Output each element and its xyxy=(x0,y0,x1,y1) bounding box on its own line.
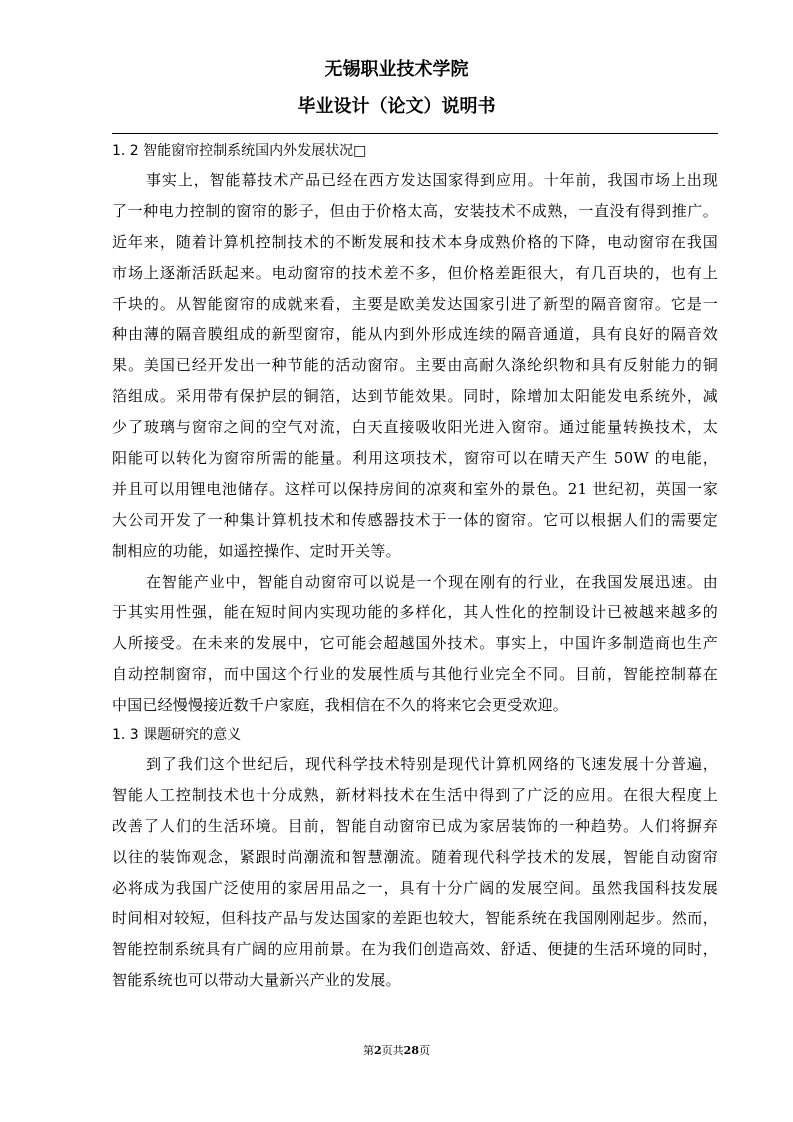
paragraph xyxy=(112,567,718,721)
text-line: 种由薄的隔音膜组成的新型窗帘，能从内到外形成连续的隔音通道，具有良好的隔音效 xyxy=(112,325,718,344)
text-line: 近年来，随着计算机控制技术的不断发展和技术本身成熟价格的下降，电动窗帘在我国 xyxy=(112,232,718,251)
text-line: 少了玻璃与窗帘之间的空气对流，白天直接吸收阳光进入窗帘。通过能量转换技术，太 xyxy=(112,418,718,437)
text-line: 箔组成。采用带有保护层的铜箔，达到节能效果。同时，除增加太阳能发电系统外，减 xyxy=(112,387,718,406)
text-line: 制相应的功能，如遥控操作、定时开关等。 xyxy=(112,541,401,560)
text-line: 了一种电力控制的窗帘的影子，但由于价格太高，安装技术不成熟，一直没有得到推广。 xyxy=(112,201,718,220)
text-line: 必将成为我国广泛使用的家居用品之一，具有十分广阔的发展空间。虽然我国科技发展 xyxy=(112,878,718,897)
text-line: 果。美国已经开发出一种节能的活动窗帘。主要由高耐久涤纶织物和具有反射能力的铜 xyxy=(112,356,718,375)
text-line: 市场上逐渐活跃起来。电动窗帘的技术差不多，但价格差距很大，有几百块的，也有上 xyxy=(112,263,718,282)
document-title: 毕业设计（论文）说明书 xyxy=(297,96,496,117)
text-line: 事实上，智能幕技术产品已经在西方发达国家得到应用。十年前，我国市场上出现 xyxy=(146,171,718,189)
text-line: 智能控制系统具有广阔的应用前景。在为我们创造高效、舒适、便捷的生活环境的同时， xyxy=(112,940,718,959)
main-content xyxy=(112,137,718,996)
text-line: 自动控制窗帘，而中国这个行业的发展性质与其他行业完全不同。目前，智能控制幕在 xyxy=(112,665,718,684)
total-page-count: 28 xyxy=(403,1044,419,1057)
footer-suffix: 页 xyxy=(418,1044,430,1057)
footer-prefix: 第 xyxy=(363,1044,375,1057)
paragraph xyxy=(112,749,718,996)
header-divider xyxy=(112,133,718,134)
text-line: 人所接受。在未来的发展中，它可能会超越国外技术。事实上，中国许多制造商也生产 xyxy=(112,634,718,653)
paragraph xyxy=(112,165,718,567)
section-heading-1-2: 1. 2 智能窗帘控制系统国内外发展状况□ xyxy=(112,143,367,159)
page-footer xyxy=(0,1043,793,1059)
text-line: 大公司开发了一种集计算机技术和传感器技术于一体的窗帘。它可以根据人们的需要定 xyxy=(112,510,718,529)
text-line: 时间相对较短，但科技产品与发达国家的差距也较大，智能系统在我国刚刚起步。然而， xyxy=(112,909,718,928)
text-line: 并且可以用锂电池储存。这样可以保持房间的凉爽和室外的景色。21 世纪初，英国一家 xyxy=(112,479,718,498)
footer-middle: 页共 xyxy=(381,1044,404,1057)
text-line: 于其实用性强，能在短时间内实现功能的多样化，其人性化的控制设计已被越来越多的 xyxy=(112,603,718,622)
text-line: 以往的装饰观念，紧跟时尚潮流和智慧潮流。随着现代科学技术的发展，智能自动窗帘 xyxy=(112,847,718,866)
text-line: 中国已经慢慢接近数千户家庭，我相信在不久的将来它会更受欢迎。 xyxy=(112,696,569,715)
text-line: 智能人工控制技术也十分成熟，新材料技术在生活中得到了广泛的应用。在很大程度上 xyxy=(112,785,718,804)
text-line: 改善了人们的生活环境。目前，智能自动窗帘已成为家居装饰的一种趋势。人们将摒弃 xyxy=(112,816,718,835)
current-page-number: 2 xyxy=(374,1044,382,1057)
school-name: 无锡职业技术学院 xyxy=(324,59,469,80)
section-heading-1-3: 1. 3 课题研究的意义 xyxy=(112,727,242,744)
text-line: 到了我们这个世纪后，现代科学技术特别是现代计算机网络的飞速发展十分普遍， xyxy=(146,755,718,774)
text-line: 在智能产业中，智能自动窗帘可以说是一个现在刚有的行业，在我国发展迅速。由 xyxy=(146,572,718,591)
text-line: 智能系统也可以带动大量新兴产业的发展。 xyxy=(112,971,401,990)
text-line: 阳能可以转化为窗帘所需的能量。利用这项技术，窗帘可以在晴天产生 50W 的电能， xyxy=(112,449,718,468)
text-line: 千块的。从智能窗帘的成就来看，主要是欧美发达国家引进了新型的隔音窗帘。它是一 xyxy=(112,294,718,313)
